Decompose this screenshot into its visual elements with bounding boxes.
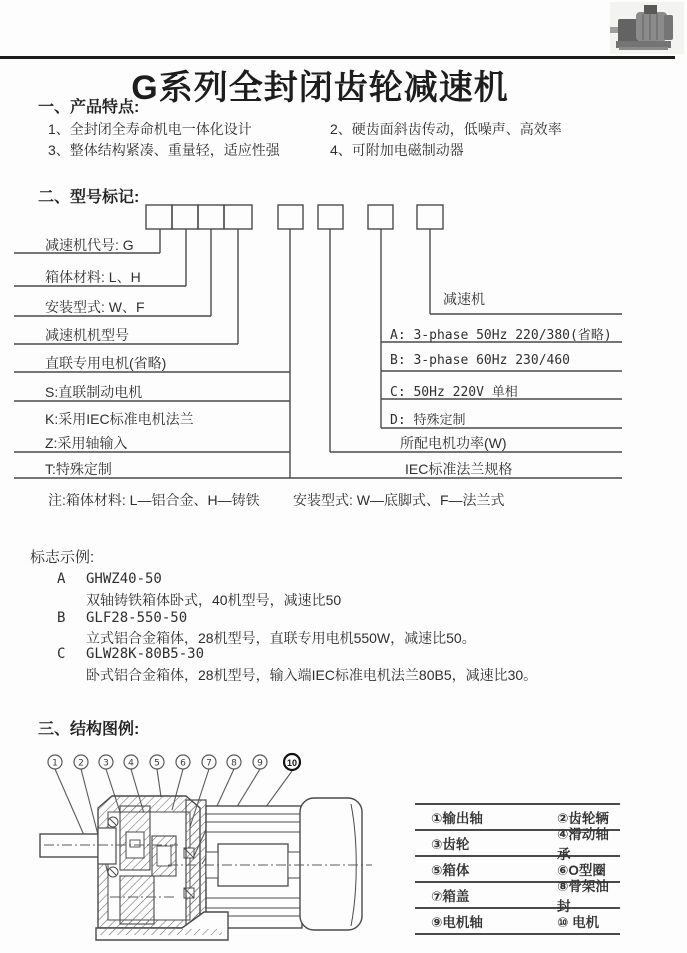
model-label-frame: 减速机机型号 <box>45 327 129 343</box>
header-rule <box>0 56 675 59</box>
model-label-code: 减速机代号: G <box>45 237 134 253</box>
svg-text:6: 6 <box>180 758 186 769</box>
base-hatch <box>100 929 222 935</box>
example-a-code: GHWZ40-50 <box>86 571 162 587</box>
table-row <box>415 827 620 862</box>
model-label-voltage-b: B: 3-phase 60Hz 230/460 <box>390 353 571 368</box>
model-label-mounting: 安装型式: W、F <box>45 299 145 315</box>
feature-item-3: 3、整体结构紧凑、重量轻，适应性强 <box>48 142 280 158</box>
model-label-motor-z: Z:采用轴输入 <box>45 435 128 451</box>
shaft-hub <box>98 828 116 864</box>
example-a-key: A <box>57 571 66 587</box>
example-b-code: GLF28-550-50 <box>86 610 188 626</box>
pinion-bore <box>157 846 171 866</box>
part-cell: ③齿轮 <box>431 837 470 852</box>
example-c-key: C <box>57 646 66 662</box>
part-cell: ⑩ 电机 <box>557 915 600 930</box>
svg-text:10: 10 <box>286 758 298 768</box>
model-label-iec: IEC标准法兰规格 <box>405 461 513 477</box>
part-cell: ⑦箱盖 <box>431 889 470 904</box>
example-b-key: B <box>57 610 66 626</box>
model-note-mounting: 安装型式: W—底脚式、F—法兰式 <box>293 492 505 508</box>
motor-end-cap <box>300 798 362 930</box>
motor-flange <box>186 800 206 928</box>
model-heading: 二、型号标记: <box>38 189 140 206</box>
part-cell: ②齿轮辆 <box>557 811 609 826</box>
svg-text:9: 9 <box>257 758 263 769</box>
svg-text:8: 8 <box>231 758 237 769</box>
model-label-motor-default: 直联专用电机(省略) <box>45 355 167 371</box>
model-label-reducer: 减速机 <box>443 291 485 307</box>
examples-heading: 标志示例: <box>30 549 95 566</box>
model-label-material: 箱体材料: L、H <box>45 269 141 285</box>
model-label-voltage-d: D: 特殊定制 <box>390 413 466 428</box>
part-cell: ⑨电机轴 <box>431 915 483 930</box>
table-row <box>415 907 620 933</box>
feature-item-1: 1、全封闭全寿命机电一体化设计 <box>48 121 252 137</box>
model-code-boxes <box>146 205 443 229</box>
features-heading: 一、产品特点: <box>38 99 140 116</box>
part-cell: ⑤箱体 <box>431 863 470 878</box>
svg-text:2: 2 <box>78 758 84 769</box>
feature-item-4: 4、可附加电磁制动器 <box>330 142 464 158</box>
part-cell: ④滑动轴承 <box>557 827 609 862</box>
structure-drawing <box>40 754 372 940</box>
example-b-desc: 立式铝合金箱体，28机型号，直联专用电机550W，减速比50。 <box>86 630 476 646</box>
model-label-voltage-c: C: 50Hz 220V 单相 <box>390 385 518 400</box>
callout-numbers <box>52 758 297 769</box>
part-cell: ⑥O型圈 <box>557 863 606 878</box>
model-label-motor-s: S:直联制动电机 <box>45 384 143 400</box>
svg-text:4: 4 <box>128 758 134 769</box>
model-label-voltage-a: A: 3-phase 50Hz 220/380(省略) <box>390 328 612 343</box>
svg-text:5: 5 <box>154 758 160 769</box>
feature-item-2: 2、硬齿面斜齿传动，低噪声、高效率 <box>330 121 562 137</box>
part-cell: ①输出轴 <box>431 811 483 826</box>
model-label-power: 所配电机功率(W) <box>400 435 507 451</box>
model-label-motor-t: T:特殊定制 <box>45 461 112 477</box>
part-cell: ⑧骨架油封 <box>557 879 609 914</box>
example-a-desc: 双轴铸铁箱体卧式，40机型号，减速比50 <box>86 592 342 608</box>
parts-table <box>415 803 620 935</box>
example-c-code: GLW28K-80B5-30 <box>86 646 205 662</box>
structure-heading: 三、结构图例: <box>38 721 140 738</box>
gear-lower <box>120 876 154 924</box>
model-note-material: 注:箱体材料: L—铝合金、H—铸铁 <box>48 492 260 508</box>
page-title: G系列全封闭齿轮减速机 <box>131 69 509 107</box>
svg-text:1: 1 <box>52 758 58 769</box>
svg-text:3: 3 <box>103 758 109 769</box>
table-row <box>415 879 620 914</box>
example-c-desc: 卧式铝合金箱体，28机型号，输入端IEC标准电机法兰80B5，减速比30。 <box>86 667 538 683</box>
model-label-motor-k: K:采用IEC标准电机法兰 <box>45 411 194 427</box>
product-photo <box>610 2 684 54</box>
svg-text:7: 7 <box>206 758 212 769</box>
